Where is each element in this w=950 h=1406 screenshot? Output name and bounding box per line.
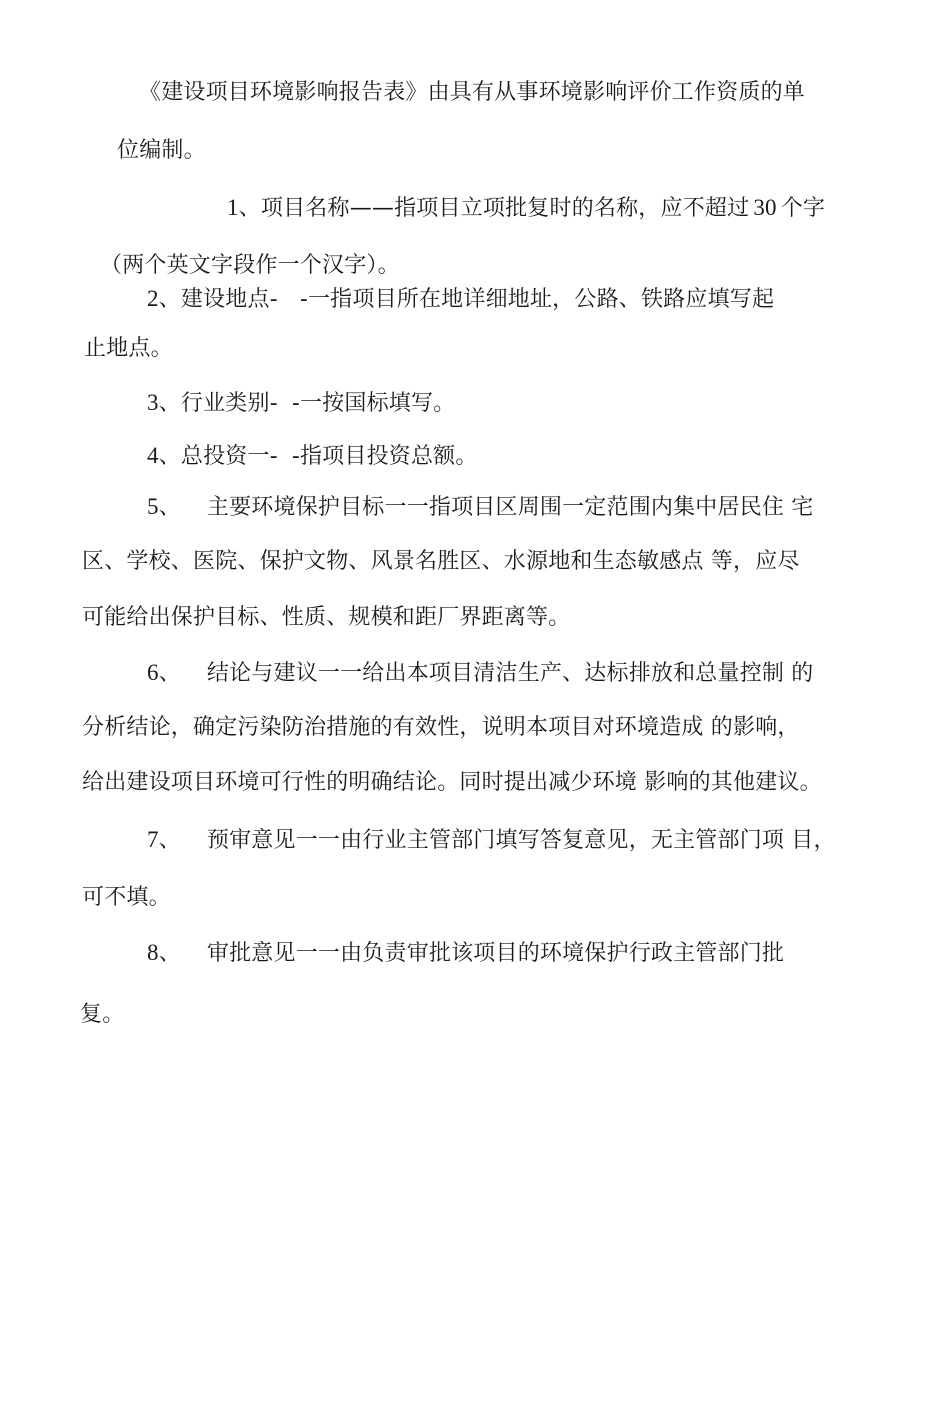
item-4-line-1 (147, 441, 478, 472)
item-8-separator: 、 (158, 941, 181, 966)
item-1-line-1 (227, 193, 825, 224)
item-2-part-2: -一指项目所在地详细地址，公路、铁路应填写起 (299, 287, 775, 312)
item-1-tail: 个字 (780, 196, 826, 221)
item-1-text: 、项目名称——指项目立项批复时的名称，应不超过 (238, 196, 750, 221)
item-8-text-1: 审批意见一一由负责审批该项目的环境保护行政主管部门批 (206, 941, 785, 966)
item-5-separator: 、 (158, 495, 181, 520)
item-4-part-1: 、总投资一- (158, 444, 278, 469)
item-2-line-1 (147, 284, 774, 315)
item-6-separator: 、 (158, 661, 181, 686)
item-1-line-2: （两个英文字段作一个汉字）。 (100, 253, 400, 278)
item-5-line-3: 可能给出保护目标、性质、规模和距厂界距离等。 (82, 605, 571, 630)
item-5-number: 5 (147, 494, 159, 519)
item-7-separator: 、 (158, 828, 181, 853)
item-6-line-3: 给出建设项目环境可行性的明确结论。同时提出减少环境 影响的其他建议。 (82, 770, 822, 795)
item-1-number: 1 (227, 195, 239, 220)
item-7-line-1 (147, 825, 836, 856)
item-7-text-1: 预审意见一一由行业主管部门填写答复意见，无主管部门项 目， (206, 828, 836, 853)
item-6-line-1 (147, 658, 814, 689)
item-5-text-1: 主要环境保护目标一一指项目区周围一定范围内集中居民住 宅 (206, 495, 814, 520)
item-6-line-2: 分析结论，确定污染防治措施的有效性，说明本项目对环境造成 的影响， (82, 715, 800, 740)
item-8-number: 8 (147, 940, 159, 965)
item-5-line-1 (147, 492, 814, 523)
intro-line-2: 位编制。 (117, 138, 206, 163)
item-3-part-2: -一按国标填写。 (291, 391, 456, 416)
item-2-line-2: 止地点。 (84, 336, 173, 361)
item-6-text-1: 结论与建议一一给出本项目清洁生产、达标排放和总量控制 的 (206, 661, 814, 686)
item-7-line-2: 可不填。 (82, 885, 171, 910)
item-6-number: 6 (147, 660, 159, 685)
item-2-part-1: 、建设地点- (158, 287, 278, 312)
item-8-line-2: 复。 (80, 1002, 125, 1027)
item-4-number: 4 (147, 443, 159, 468)
item-5-line-2: 区、学校、医院、保护文物、风景名胜区、水源地和生态敏感点 等，应尽 (82, 549, 800, 574)
item-3-part-1: 、行业类别- (158, 391, 278, 416)
item-3-line-1 (147, 388, 455, 419)
item-3-number: 3 (147, 390, 159, 415)
item-7-number: 7 (147, 827, 159, 852)
intro-line-1: 《建设项目环境影响报告表》由具有从事环境影响评价工作资质的单 (139, 80, 806, 105)
item-4-part-2: -指项目投资总额。 (291, 444, 478, 469)
item-2-number: 2 (147, 286, 159, 311)
item-8-line-1 (147, 938, 784, 969)
item-1-char-limit: 30 (753, 195, 777, 220)
